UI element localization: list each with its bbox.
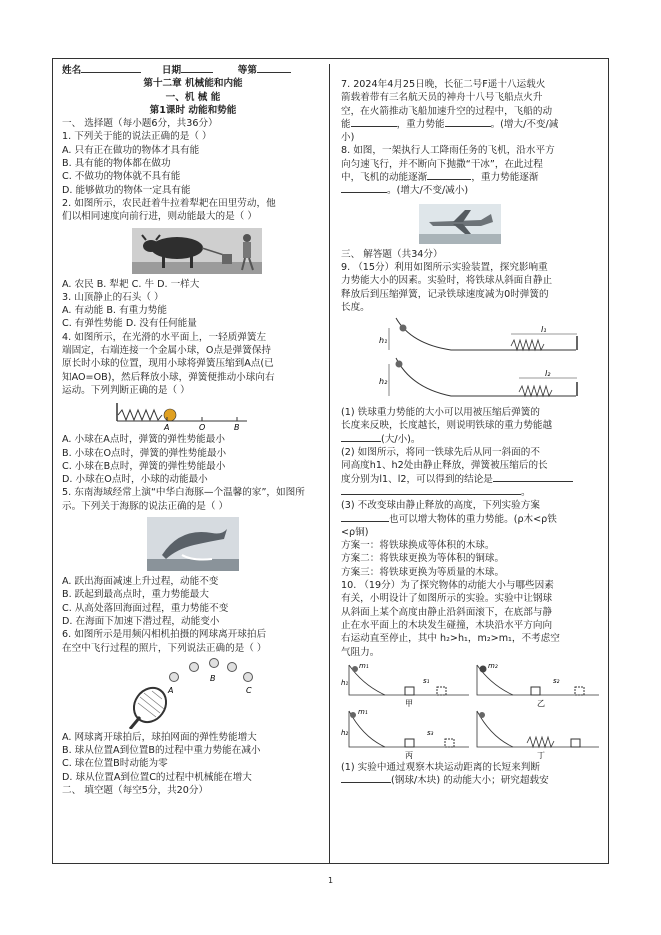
q4-stem-1: 4. 如图所示，在光滑的水平面上，一轻质弹簧左 [62,331,267,343]
p1-label: 甲 [405,698,413,708]
q10-sub1-line-1: (1) 实验中通过观察木块运动距离的长短来判断 [341,761,540,773]
q9-sub1-line-3 [341,433,603,446]
h1-label: h₁ [379,336,388,346]
q9-blank-2[interactable] [493,481,573,482]
q9-sub2-text: 度分别为l1、l2，可以得到的结论是 [341,473,493,485]
q5-option-a[interactable]: A. 跃出海面减速上升过程，动能不变 [62,576,219,588]
q10-line-3: 从斜面上某个高度由静止沿斜面滚下，在底部与静 [341,606,553,618]
plan-2: 方案二：将铁球更换为等体积的铜球。 [341,553,505,565]
q9-sub3-line-3: <ρ铜) [341,526,369,538]
header-line [62,64,324,77]
q4-option-d[interactable]: D. 小球在O点时，小球的动能最小 [62,474,208,486]
q3-options-cd[interactable]: C. 有弹性势能 D. 没有任何能量 [62,318,197,330]
spring-ball-figure [62,399,324,431]
q9-sub2-line-4 [341,486,603,499]
q1-stem: 1. 下列关于能的说法正确的是（ ） [62,131,212,143]
dolphin-figure [62,515,324,573]
lesson-title: 第1课时 动能和势能 [149,104,237,116]
label-O: O [199,423,206,432]
q9-sub2-line-3 [341,473,603,486]
q9-line-4: 长度。 [341,301,370,313]
q10-sub1-text: (钢球/木块) 的动能大小；研究超载安 [391,775,549,787]
q6-option-a[interactable]: A. 网球离开球拍后，球拍网面的弹性势能增大 [62,731,257,743]
q7-text-b: ，重力势能 [396,118,445,130]
q7-text-a: 能 [341,118,351,130]
q1-option-a[interactable]: A. 只有正在做功的物体才具有能 [62,144,200,156]
section-title: 一、机 械 能 [165,91,221,103]
right-column [341,78,603,787]
p1-s1: s₁ [423,676,430,685]
q8-line-4 [341,184,603,197]
q4-option-c[interactable]: C. 小球在B点时，弹簧的弹性势能最小 [62,460,226,472]
q9-sub3-text: 也可以增大物体的重力势能。(ρ木<ρ铁 [389,513,557,525]
q4-stem-3: 原长时小球的位置，现用小球将弹簧压缩到A点(已 [62,358,274,370]
q10-line-6: 气阻力。 [341,646,380,658]
p2-label: 乙 [537,698,545,708]
p1-m1: m₁ [359,661,369,670]
q5-option-d[interactable]: D. 在海面下加速下潜过程，动能变小 [62,615,220,627]
tennis-label-B: B [210,673,216,683]
q9-blank-4[interactable] [341,521,389,522]
date-blank[interactable] [181,72,213,73]
p2-m2: m₂ [488,661,498,670]
l1-label: l₁ [541,325,547,335]
p3-h2: h₂ [341,728,349,737]
airplane-figure [341,200,603,246]
incline-spring-figure [341,316,603,404]
q9-sub1-line-1: (1) 铁球重力势能的大小可以用被压缩后弹簧的 [341,407,540,419]
plan-3: 方案三：将铁球更换为等质量的木球。 [341,566,505,578]
l2-label: l₂ [545,369,551,379]
q7-line-2: 箭载着带有三名航天员的神舟十八号飞船点火升 [341,92,543,104]
q4-option-b[interactable]: B. 小球在O点时，弹簧的弹性势能最小 [62,447,227,459]
q8-text-c: 。(增大/不变/减小) [387,185,469,197]
q9-line-3: 释放后到压缩弹簧，记录铁球速度减为0时弹簧的 [341,288,549,300]
q1-option-b[interactable]: B. 具有能的物体都在做功 [62,158,171,170]
q5-stem-1: 5. 东南海域经常上演“中华白海豚—个温馨的家”，如图所 [62,487,305,499]
four-panel-figure [341,661,603,759]
section-solve: 三、 解答题（共34分） [341,248,443,260]
q7-blank-1[interactable] [351,126,397,127]
page-number: 1 [327,876,334,885]
q10-line-4: 止在水平面上的木块发生碰撞，木块沿水平方向向 [341,619,553,631]
p2-s2: s₂ [553,676,560,685]
q10-blank-1[interactable] [341,782,391,783]
q9-sub3-line-1: (3) 不改变球由静止释放的高度，下列实验方案 [341,500,540,512]
q9-blank-1[interactable] [341,441,381,442]
name-blank[interactable] [81,72,141,73]
q7-line-1: 7. 2024年4月25日晚，长征二号F遥十八运载火 [341,79,546,90]
q4-stem-4: 知AO=OB)，然后释放小球，弹簧便推动小球向右 [62,371,275,383]
q4-stem-5: 运动。下列判断正确的是（ ） [62,384,190,396]
tennis-figure [62,657,324,729]
name-label: 姓名 [62,65,82,76]
q6-option-c[interactable]: C. 球在位置B时动能为零 [62,758,168,770]
q1-option-d[interactable]: D. 能够做功的物体一定具有能 [62,184,191,196]
q5-option-b[interactable]: B. 跃起到最高点时，重力势能最大 [62,589,209,601]
q2-stem-2: 们以相同速度向前行进，则动能最大的是（ ） [62,211,257,223]
q8-blank-2[interactable] [341,192,387,193]
p1-h1: h₁ [341,678,349,687]
q9-sub2-line-2: 同高度h1、h2处由静止释放，弹簧被压缩后的长 [341,460,548,472]
date-label: 日期 [161,65,182,76]
q8-text-b: ，重力势能逐渐 [471,172,539,184]
q8-line-2: 向匀速飞行，并不断向下抛撒“干冰”，在此过程 [341,158,543,170]
q9-line-1: 9. （15分）利用如图所示实验装置，探究影响重 [341,261,548,273]
section-choice: 一、 选择题（每小题6分，共36分） [62,118,218,130]
section-fill: 二、 填空题（每空5分，共20分） [62,784,209,796]
column-divider [329,64,330,864]
q3-stem: 3. 山顶静止的石头（ ） [62,291,164,303]
q8-line-1: 8. 如图，一架执行人工降雨任务的飞机，沿水平方 [341,145,555,157]
q9-line-2: 力势能大小的因素。实验时，将铁球从斜面自静止 [341,275,553,287]
q9-sub3-line-2 [341,513,603,526]
left-column [62,64,324,797]
p3-m1: m₁ [358,707,368,716]
label-A: A [164,423,170,432]
p3-s3: s₃ [427,728,434,737]
q5-option-c[interactable]: C. 从高处落回海面过程，重力势能不变 [62,602,229,614]
q7-line-5: 小) [341,132,355,144]
q9-sub1-line-2: 长度来反映，长度越长，则说明铁球的重力势能越 [341,420,553,432]
q4-stem-2: 端固定，右端连接一个金属小球，O点是弹簧保持 [62,345,272,357]
q7-blank-2[interactable] [445,126,491,127]
q3-options-ab[interactable]: A. 有动能 B. 有重力势能 [62,305,167,317]
rank-label: 等第 [237,65,257,76]
tennis-label-A: A [168,685,174,695]
q7-line-3: 空，在火箭推动飞船加速升空的过程中，飞船的动 [341,105,553,117]
q9-sub2-end: 。 [521,486,531,498]
tennis-label-C: C [246,685,252,695]
q7-line-4 [341,118,603,131]
q6-option-b[interactable]: B. 球从位置A到位置B的过程中重力势能在减小 [62,745,261,757]
label-B: B [234,423,240,432]
q5-stem-2: 示。下列关于海豚的说法正确的是（ ） [62,500,229,512]
q10-line-5: 右运动直至停止，其中 h₂>h₁，m₂>m₁，不考虑空 [341,633,560,645]
q10-line-1: 10. （19分）为了探究物体的动能大小与哪些因素 [341,580,554,592]
q8-text-a: 中，飞机的动能逐渐 [341,172,428,184]
q7-text-c: 。(增大/不变/减 [490,118,559,130]
q4-option-a[interactable]: A. 小球在A点时，弹簧的弹性势能最小 [62,434,225,446]
q6-stem-2: 在空中飞行过程的照片，下列说法正确的是（ ） [62,642,267,654]
p3-label: 丙 [405,750,413,759]
q10-sub1-line-2 [341,774,603,787]
q9-blank-3[interactable] [341,494,521,495]
q2-options[interactable]: A. 农民 B. 犁耙 C. 牛 D. 一样大 [62,278,200,290]
chapter-title: 第十二章 机械能和内能 [143,78,243,90]
q6-stem-1: 6. 如图所示是用频闪相机拍摄的网球离开球拍后 [62,629,267,641]
q10-line-2: 有关，小明设计了如图所示的实验。实验中让钢球 [341,593,553,605]
plan-1: 方案一：将铁球换成等体积的木球。 [341,540,495,552]
q9-sub1-text: (大/小)。 [381,433,421,445]
q8-blank-1[interactable] [427,179,471,180]
q9-sub2-line-1: (2) 如图所示，将同一铁球先后从同一斜面的不 [341,447,540,459]
ox-plowing-figure [62,226,324,276]
q6-option-d[interactable]: D. 球从位置A到位置C的过程中机械能在增大 [62,771,252,783]
h2-label: h₂ [379,377,388,387]
q2-stem-1: 2. 如图所示，农民赶着牛拉着犁耙在田里劳动，他 [62,197,276,209]
p4-label: 丁 [537,750,545,759]
q1-option-c[interactable]: C. 不做功的物体就不具有能 [62,171,181,183]
rank-blank[interactable] [257,72,291,73]
q8-line-3 [341,171,603,184]
